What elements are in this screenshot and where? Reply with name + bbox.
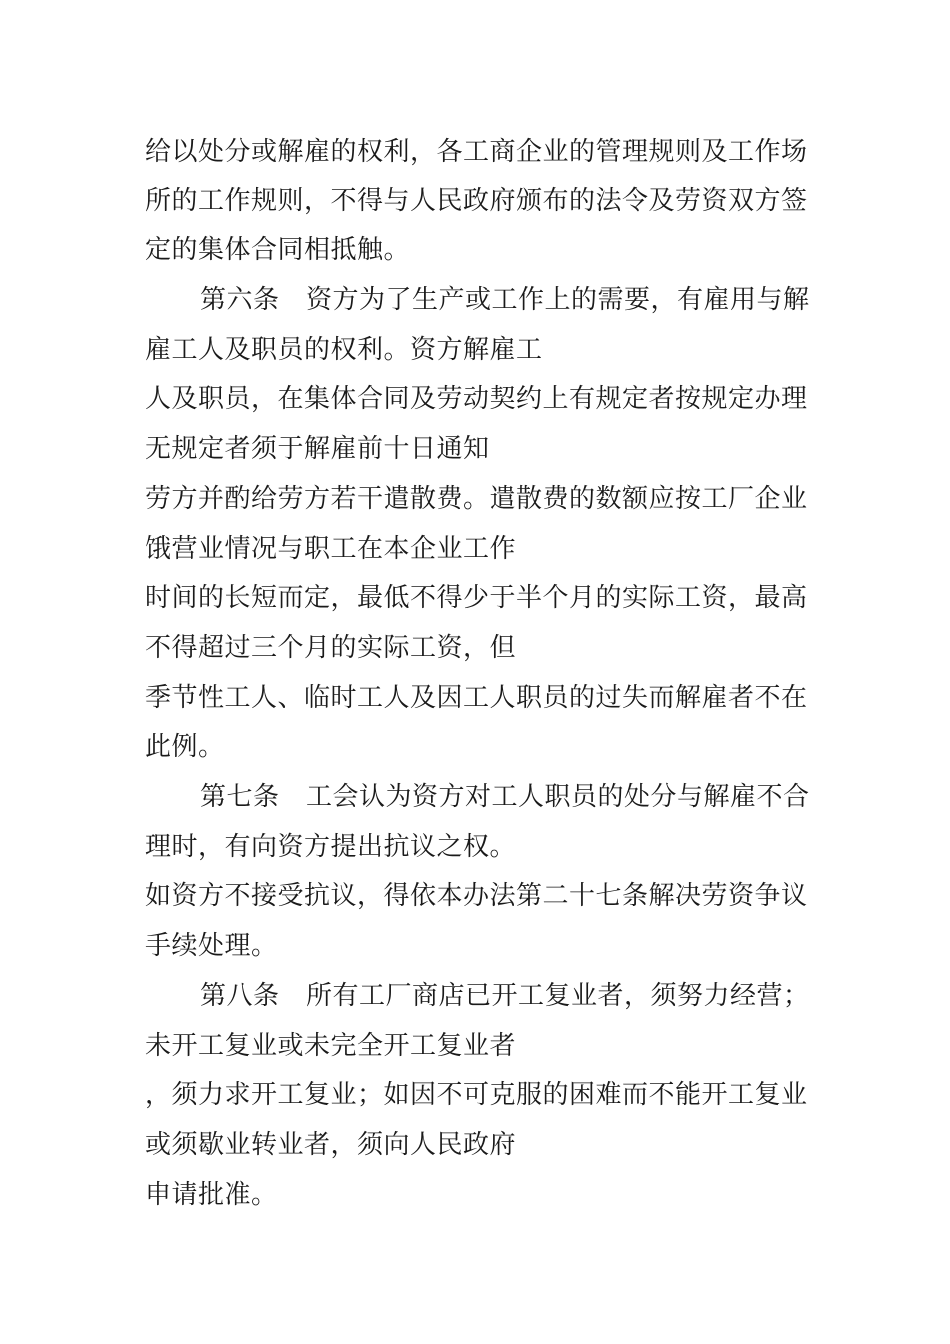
text-line: 不得超过三个月的实际工资，但 [145, 633, 517, 663]
article-7-heading-line: 第七条 工会认为资方对工人职员的处分与解雇不合 [200, 782, 810, 812]
text-line: 理时，有向资方提出抗议之权。 [145, 832, 517, 862]
text-line: 所的工作规则，不得与人民政府颁布的法令及劳资双方签 [145, 186, 808, 216]
text-line: 无规定者须于解雇前十日通知 [145, 434, 490, 464]
text-line: 饿营业情况与职工在本企业工作 [145, 534, 517, 564]
text-line: 劳方并酌给劳方若干遣散费。遣散费的数额应按工厂企业 [145, 484, 808, 514]
text-line: 定的集体合同相抵触。 [145, 235, 411, 265]
text-line: 此例。 [145, 732, 225, 762]
text-line: 申请批准。 [145, 1180, 278, 1210]
text-line: 给以处分或解雇的权利，各工商企业的管理规则及工作场 [145, 137, 808, 167]
text-line: 雇工人及职员的权利。资方解雇工 [145, 335, 543, 365]
text-line: 如资方不接受抗议，得依本办法第二十七条解决劳资争议 [145, 881, 808, 911]
text-line: 时间的长短而定，最低不得少于半个月的实际工资，最高 [145, 583, 808, 613]
text-line: 或须歇业转业者，须向人民政府 [145, 1130, 517, 1160]
text-line: ，须力求开工复业；如因不可克服的困难而不能开工复业 [145, 1080, 808, 1110]
text-line: 未开工复业或未完全开工复业者 [145, 1031, 517, 1061]
article-6-heading-line: 第六条 资方为了生产或工作上的需要，有雇用与解 [200, 285, 810, 315]
text-line: 季节性工人、临时工人及因工人职员的过失而解雇者不在 [145, 683, 808, 713]
article-8-heading-line: 第八条 所有工厂商店已开工复业者，须努力经营； [200, 981, 810, 1011]
text-line: 人及职员，在集体合同及劳动契约上有规定者按规定办理 [145, 384, 808, 414]
text-line: 手续处理。 [145, 931, 278, 961]
